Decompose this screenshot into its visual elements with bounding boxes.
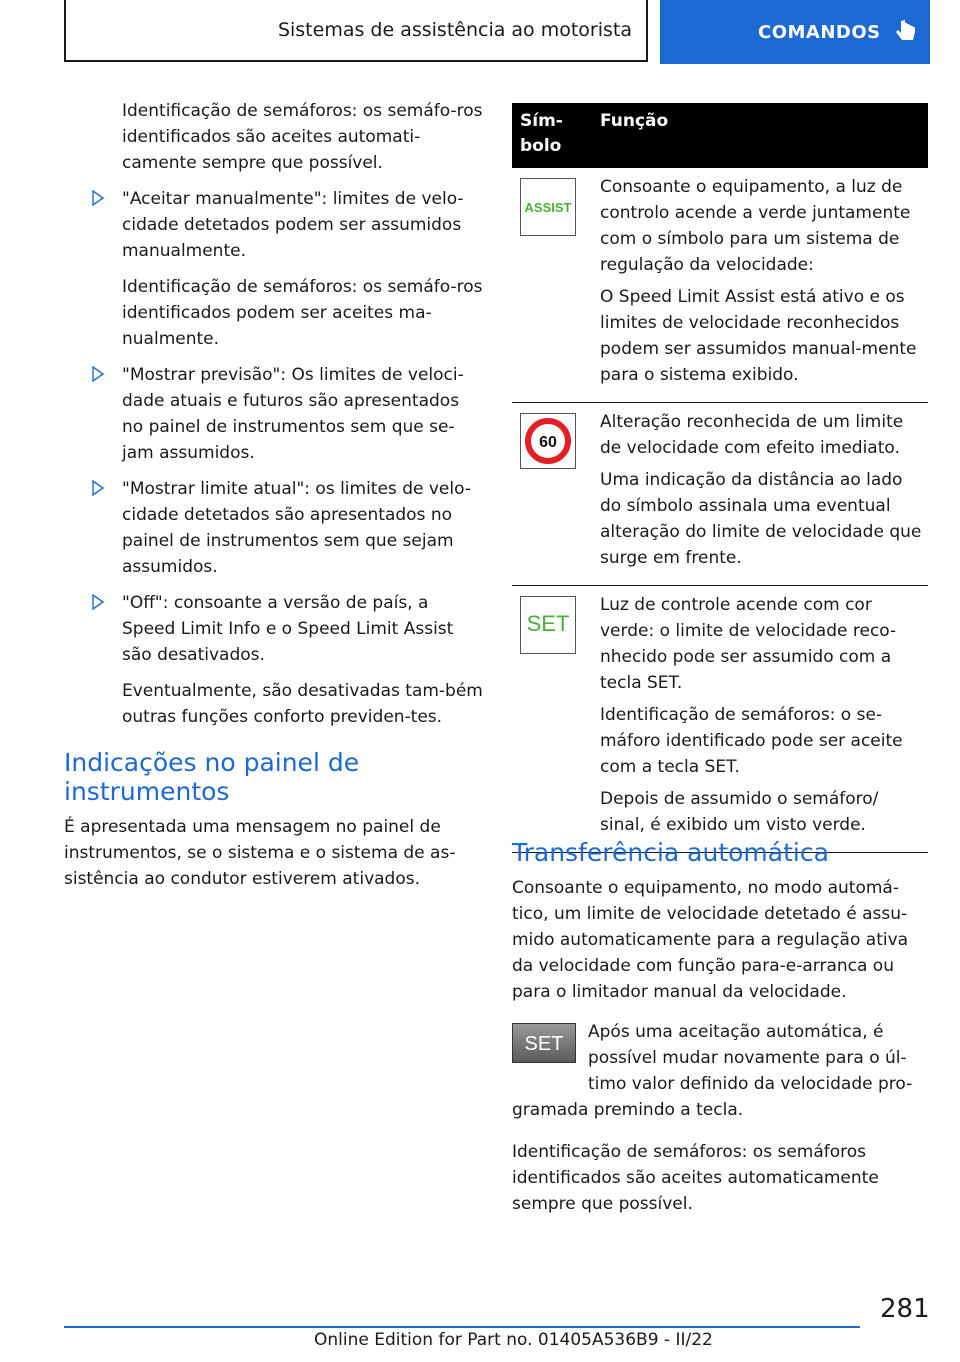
triangle-bullet-icon bbox=[92, 480, 104, 496]
list-item bbox=[64, 476, 484, 580]
section-heading: Transferência automática bbox=[512, 838, 829, 867]
speed-limit-sign-icon bbox=[520, 413, 576, 469]
row-text: Alteração reconhecida de um limite de velocidade com efeito imediato. bbox=[600, 412, 904, 458]
svg-text:ASSIST: ASSIST bbox=[524, 200, 572, 215]
paragraph: Identificação de semáforos: os semáfo-ros identificados podem ser aceites ma-nualmente. bbox=[122, 277, 483, 349]
section-title: Sistemas de assistência ao motorista bbox=[277, 19, 632, 41]
table-row bbox=[512, 168, 928, 403]
row-text: Identificação de semáforos: o se-máforo identificado pode ser aceite com a tecla SET. bbox=[600, 705, 903, 777]
paragraph: Consoante o equipamento, no modo automá-tico, um limite de velocidade detetado é assu-mido automaticamente para a regulação ativa da velocidade com função para-e-arranca ou para o limitador manual da velocidade. bbox=[512, 878, 909, 1002]
triangle-bullet-icon bbox=[92, 594, 104, 610]
table-row bbox=[512, 403, 928, 586]
button-paragraph bbox=[512, 1019, 928, 1097]
row-text: O Speed Limit Assist está ativo e os limites de velocidade reconhecidos podem ser assumidos manual-mente para o sistema exibido. bbox=[600, 287, 917, 385]
list-item-text: "Off": consoante a versão de país, a Speed Limit Info e o Speed Limit Assist são desativados. bbox=[122, 593, 454, 665]
svg-text:SET: SET bbox=[526, 611, 570, 636]
hand-pointer-icon bbox=[895, 19, 917, 45]
chapter-title: COMANDOS bbox=[758, 21, 881, 43]
header-chapter bbox=[660, 0, 930, 64]
list-item-text: "Mostrar limite atual": os limites de velo-cidade detetados são apresentados no painel de instrumentos sem que sejam assumidos. bbox=[122, 479, 471, 577]
footer-divider bbox=[64, 1326, 860, 1328]
column-header-function: Função bbox=[600, 111, 669, 131]
symbol-table bbox=[512, 103, 928, 853]
row-text: Luz de controle acende com cor verde: o limite de velocidade reco-nhecido pode ser assumido com a tecla SET. bbox=[600, 595, 897, 693]
set-indicator-icon bbox=[520, 596, 576, 654]
assist-indicator-icon bbox=[520, 178, 576, 236]
paragraph: gramada premindo a tecla. bbox=[512, 1100, 744, 1120]
column-header-symbol: Sím-bolo bbox=[520, 111, 563, 156]
row-text: Consoante o equipamento, a luz de controlo acende a verde juntamente com o símbolo para um sistema de regulação da velocidade: bbox=[600, 177, 911, 275]
header-section bbox=[64, 0, 648, 62]
triangle-bullet-icon bbox=[92, 366, 104, 382]
paragraph: Após uma aceitação automática, é possível mudar novamente para o úl-timo valor definido da velocidade pro- bbox=[588, 1022, 913, 1094]
list-item-text: "Aceitar manualmente": limites de velo-cidade detetados podem ser assumidos manualmente. bbox=[122, 189, 464, 261]
edition-text: Online Edition for Part no. 01405A536B9 - II/22 bbox=[314, 1330, 713, 1350]
list-item bbox=[64, 362, 484, 466]
list-item bbox=[64, 186, 484, 264]
table-header bbox=[512, 103, 928, 168]
svg-text:SET: SET bbox=[524, 1033, 564, 1055]
right-column bbox=[512, 838, 928, 1217]
paragraph: Identificação de semáforos: os semáfo-ros identificados são aceites automati-camente sempre que possível. bbox=[122, 101, 483, 173]
row-text: Uma indicação da distância ao lado do símbolo assinala uma eventual alteração do limite de velocidade que surge em frente. bbox=[600, 470, 922, 568]
list-item-text: "Mostrar previsão": Os limites de veloci-dade atuais e futuros são apresentados no painel de instrumentos sem que se-jam assumidos. bbox=[122, 365, 464, 463]
triangle-bullet-icon bbox=[92, 190, 104, 206]
table-row bbox=[512, 586, 928, 853]
list-item bbox=[64, 590, 484, 668]
row-text: Depois de assumido o semáforo/ sinal, é exibido um visto verde. bbox=[600, 789, 879, 835]
set-button-icon bbox=[512, 1023, 576, 1063]
paragraph: Eventualmente, são desativadas tam-bém outras funções conforto previden-tes. bbox=[122, 681, 483, 727]
paragraph: É apresentada uma mensagem no painel de instrumentos, se o sistema e o sistema de as-sistência ao condutor estiverem ativados. bbox=[64, 817, 456, 889]
page-number: 281 bbox=[880, 1294, 930, 1324]
paragraph: Identificação de semáforos: os semáforos identificados são aceites automaticamente sempre que possível. bbox=[512, 1142, 879, 1214]
section-heading: Indicações no painel de instrumentos bbox=[64, 748, 360, 806]
svg-text:60: 60 bbox=[539, 434, 557, 451]
left-column bbox=[64, 98, 484, 892]
